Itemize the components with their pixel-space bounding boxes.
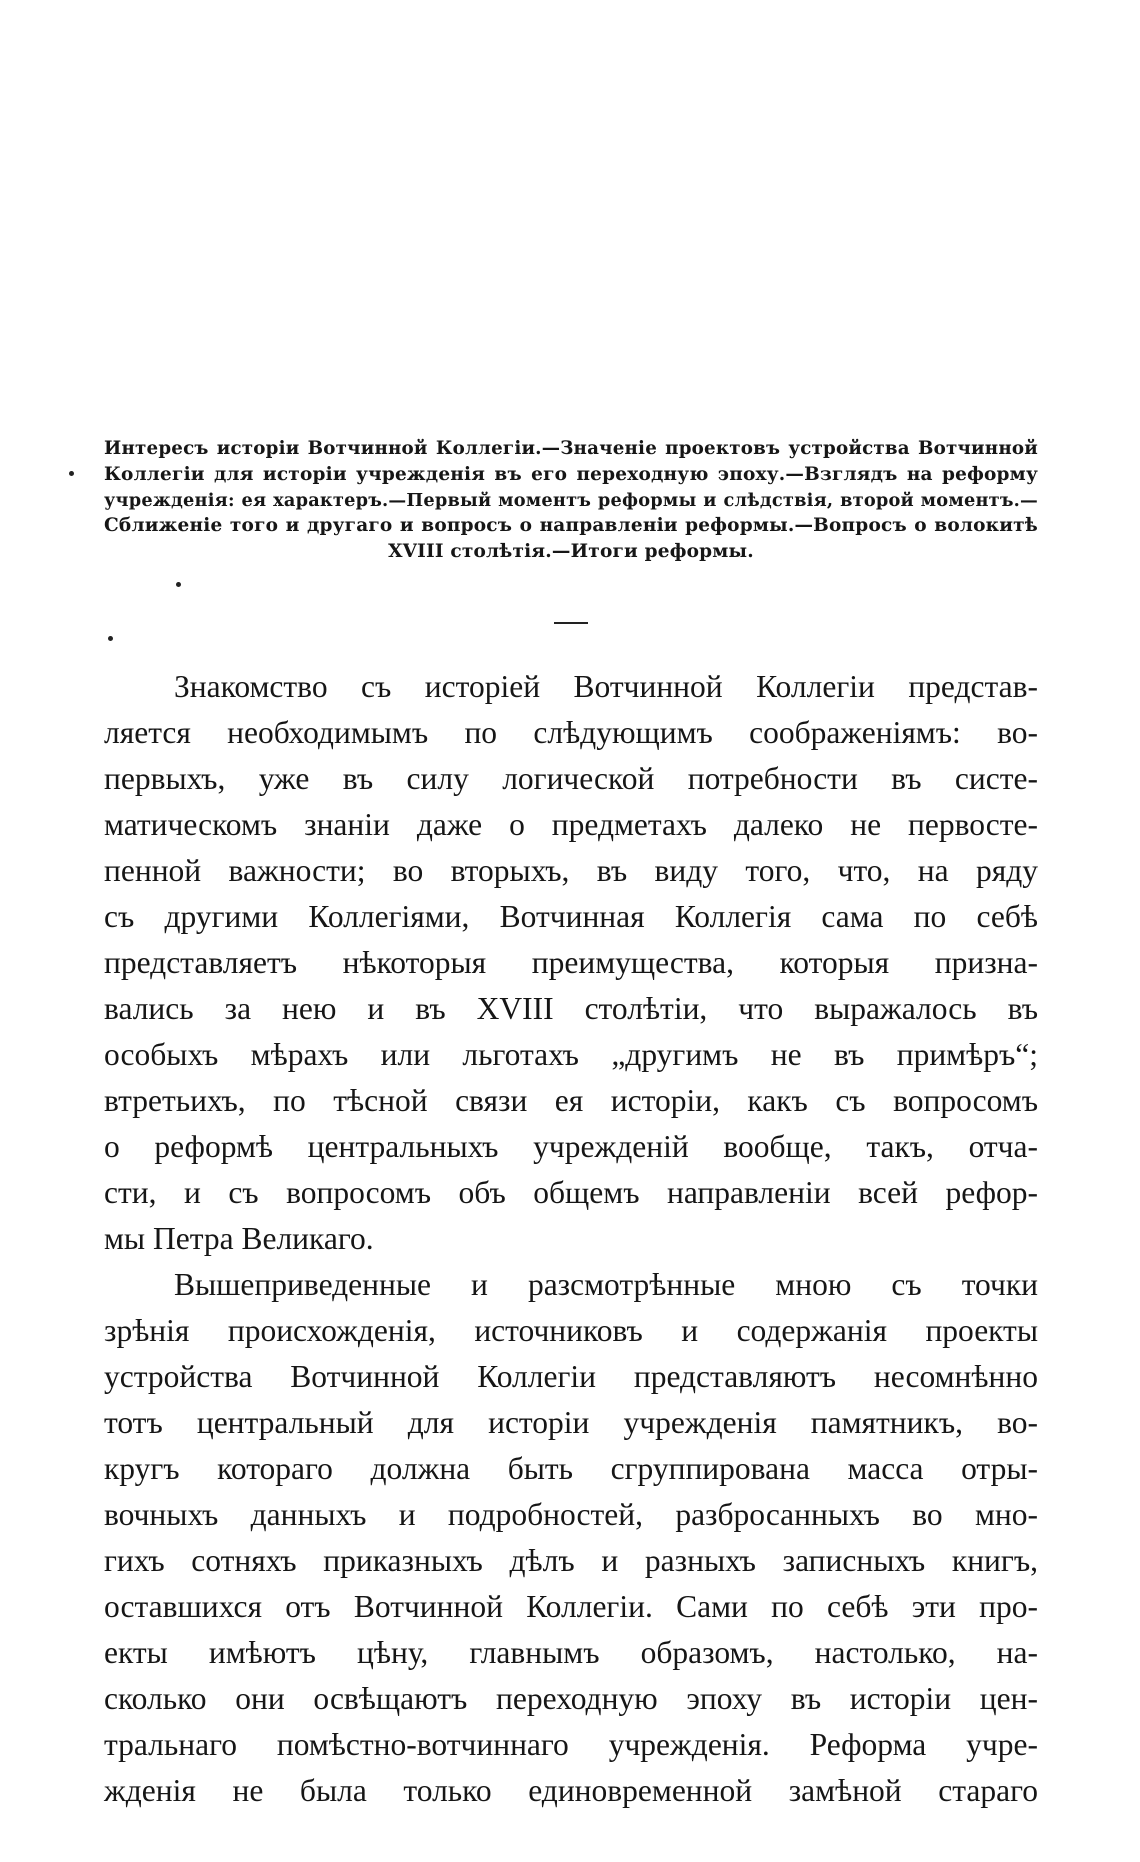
text-line: особыхъ мѣрахъ или льготахъ „другимъ не въ примѣръ“; [104, 1037, 1038, 1072]
text-line: втретьихъ, по тѣсной связи ея исторіи, какъ съ вопросомъ [104, 1083, 1038, 1118]
summary-line: Интересъ исторіи Вотчинной Коллегіи.—Значеніе проектовъ устройства Вотчинной [104, 438, 1038, 459]
text-line: вочныхъ данныхъ и подробностей, разбросанныхъ во мно- [104, 1497, 1038, 1532]
text-line: устройства Вотчинной Коллегіи представляютъ несомнѣнно [104, 1359, 1038, 1394]
text-line: гихъ сотняхъ приказныхъ дѣлъ и разныхъ записныхъ книгъ, [104, 1543, 1038, 1578]
summary-line: XVIII столѣтія.—Итоги реформы. [388, 541, 754, 563]
text-line: ляется необходимымъ по слѣдующимъ соображеніямъ: во- [104, 715, 1038, 750]
summary-line: учрежденія: ея характеръ.—Первый моментъ реформы и слѣдствія, второй моментъ.— [104, 489, 1038, 511]
text-line: оставшихся отъ Вотчинной Коллегіи. Сами по себѣ эти про- [104, 1589, 1038, 1624]
text-line: вались за нею и въ XVIII столѣтіи, что выражалось въ [104, 991, 1038, 1026]
summary-line: Коллегіи для исторіи учрежденія въ его переходную эпоху.—Взглядъ на реформу [104, 463, 1038, 485]
text-line: о реформѣ центральныхъ учрежденій вообще, такъ, отча- [104, 1129, 1038, 1164]
text-line: сколько они освѣщаютъ переходную эпоху въ исторіи цен- [104, 1681, 1038, 1716]
text-line: тотъ центральный для исторіи учрежденія памятникъ, во- [104, 1405, 1038, 1440]
text-line: жденія не была только единовременной замѣной стараго [104, 1773, 1038, 1808]
summary-line: Сближеніе того и другаго и вопросъ о направленіи реформы.—Вопросъ о волокитѣ [104, 515, 1038, 537]
margin-speck [69, 471, 74, 476]
text-line: первыхъ, уже въ силу логической потребности въ систе- [104, 761, 1038, 796]
text-line: Знакомство съ исторіей Вотчинной Коллегіи представ- [174, 669, 1038, 704]
text-line: зрѣнія происхожденія, источниковъ и содержанія проекты [104, 1313, 1038, 1348]
margin-speck [108, 636, 113, 641]
body-text [104, 664, 1038, 1814]
margin-speck [176, 582, 181, 587]
section-divider [554, 622, 588, 624]
text-line: тральнаго помѣстно-вотчиннаго учрежденія. Реформа учре- [104, 1727, 1038, 1762]
text-line: съ другими Коллегіями, Вотчинная Коллегія сама по себѣ [104, 899, 1038, 934]
chapter-summary [104, 436, 1038, 565]
text-line: сти, и съ вопросомъ объ общемъ направленіи всей рефор- [104, 1175, 1038, 1210]
text-line: представляетъ нѣкоторыя преимущества, которыя призна- [104, 945, 1038, 980]
text-line: кругъ котораго должна быть сгруппирована масса отры- [104, 1451, 1038, 1486]
text-line: мы Петра Великаго. [104, 1221, 374, 1256]
text-line: екты имѣютъ цѣну, главнымъ образомъ, настолько, на- [104, 1635, 1038, 1670]
text-line: матическомъ знаніи даже о предметахъ далеко не первосте- [104, 807, 1038, 842]
text-line: пенной важности; во вторыхъ, въ виду того, что, на ряду [104, 853, 1038, 888]
text-line: Вышеприведенные и разсмотрѣнные мною съ точки [174, 1267, 1038, 1302]
